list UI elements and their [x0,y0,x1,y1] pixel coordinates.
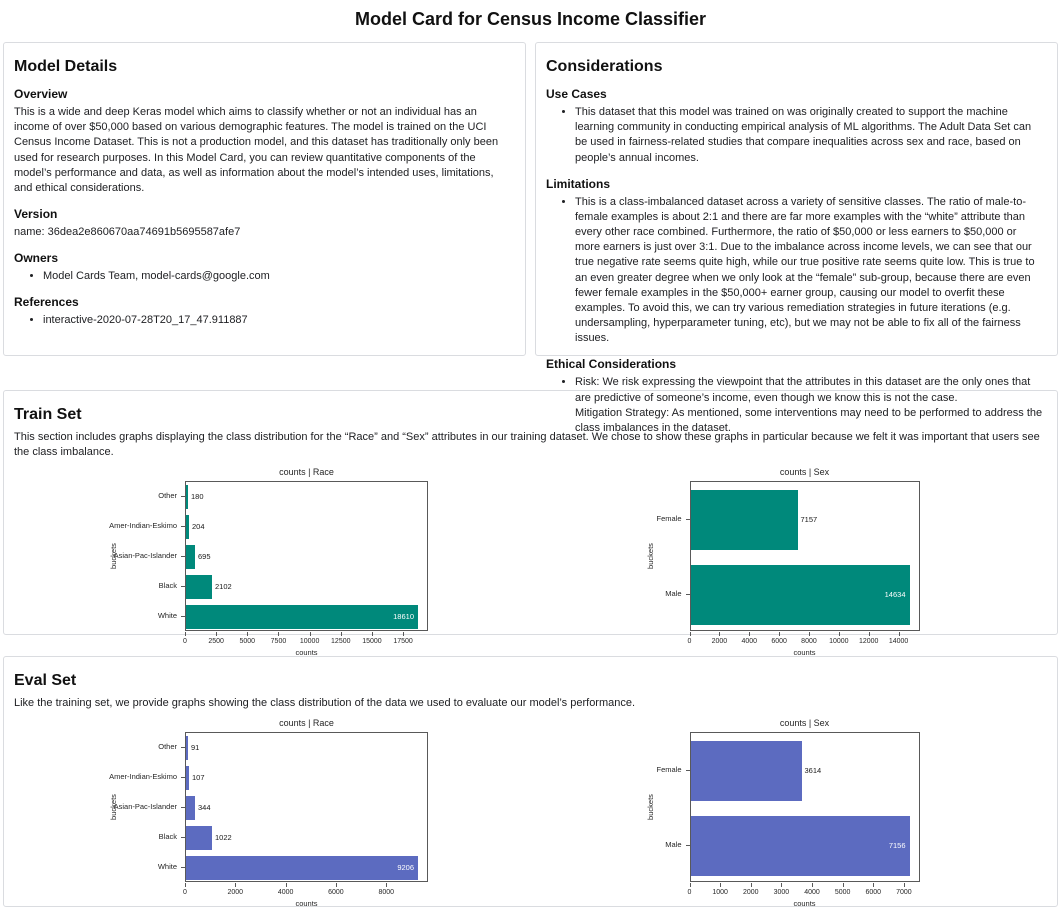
section-heading: Version [14,207,58,222]
y-tick-label: Black [158,832,177,842]
x-tick-mark [720,883,721,887]
train-race-bar-chart [105,467,438,661]
bar [186,485,188,509]
section-heading: Owners [14,251,59,266]
y-tick-label: Male [665,588,682,598]
y-tick-mark [181,747,185,748]
eval-set-heading: Eval Set [14,672,77,689]
bar [186,766,189,790]
x-tick-mark [690,883,691,887]
considerations-card [535,42,1058,434]
x-axis-label: counts [295,899,318,909]
plot-area [185,481,428,631]
bar-value-label: 7156 [888,840,906,850]
train-sex-chart-column [529,467,1044,661]
model-details-card [3,42,526,356]
y-tick-label: Other [158,491,177,501]
x-tick-mark [751,883,752,887]
bullet-item: • This dataset that this model was trained on was originally created to support the machine learning community in conducting empirical analysis of ML algorithms. The Adult Data Set can be used in fairness-related studies that compare inequalities across sex and race, based on people’s annual incomes. [575,105,1044,166]
x-tick-label: 17500 [393,638,413,646]
x-tick-label: 7500 [270,638,287,646]
train-sex-bar-chart [642,467,932,661]
y-tick-mark [181,586,185,587]
section-paragraph: name: 36dea2e860670aa74691b5695587afe7 [14,226,241,239]
section-heading: References [14,295,79,310]
bar-value-label: 1022 [215,833,232,843]
y-tick-label: Amer-Indian-Eskimo [109,772,177,782]
x-tick-label: 6000 [865,889,882,897]
bullet-list [14,313,512,328]
y-tick-label: White [157,611,177,621]
y-tick-mark [181,526,185,527]
x-tick-label: 10000 [829,638,849,646]
bullet-list [546,105,1044,166]
x-tick-label: 12000 [858,638,879,646]
x-tick-label: 4000 [277,889,294,897]
x-tick-mark [779,632,780,636]
bar [186,545,195,569]
x-tick-mark [839,632,840,636]
y-axis-label: buckets [109,543,118,570]
bar-value-label: 180 [191,492,204,502]
x-axis-label: counts [793,648,816,658]
y-tick-label: Other [158,742,177,752]
x-tick-mark [341,632,342,636]
section-paragraph: This is a wide and deep Keras model which aims to classify whether or not an individual has an income of over $50,000 based on various demographic features. The model is trained on the UCI Census Income Dataset. This is not a production model, and this dataset has traditionally only been used for research purposes. In this Model Card, you can review quantitative components of the model’s performance and data, as well as information about the model’s intended uses, limitations, and ethical considerations. [14,106,499,194]
x-tick-mark [781,883,782,887]
y-tick-mark [686,845,690,846]
section-heading: Ethical Considerations [546,357,677,372]
train-charts-row [14,467,1044,661]
bar-value-label: 695 [198,552,211,562]
x-tick-label: 8000 [801,638,817,646]
x-tick-label: 1000 [712,889,728,897]
x-tick-mark [286,883,287,887]
eval-sex-bar-chart [642,718,932,912]
card-section [14,295,512,328]
model-details-sections [14,87,512,329]
x-tick-label: 0 [183,638,187,646]
x-tick-label: 6000 [328,889,344,897]
x-tick-mark [873,883,874,887]
x-tick-label: 2500 [208,638,224,646]
section-heading: Use Cases [546,87,607,101]
y-tick-label: Asian-Pac-Islander [113,551,177,561]
bar-value-label: 2102 [215,582,232,592]
x-tick-label: 0 [687,889,692,897]
x-tick-mark [372,632,373,636]
x-tick-mark [812,883,813,887]
x-tick-mark [690,632,691,636]
model-details-heading: Model Details [14,58,118,75]
x-tick-mark [386,883,387,887]
x-tick-mark [904,883,905,887]
chart-title: counts | Sex [779,718,830,729]
x-tick-mark [247,632,248,636]
y-axis-label: buckets [109,794,118,821]
y-axis-label: buckets [645,794,655,821]
x-axis-label: counts [793,899,816,909]
card-section [14,207,512,240]
y-tick-mark [181,867,185,868]
x-tick-label: 4000 [804,889,820,897]
y-axis-label: buckets [645,543,655,570]
section-heading: Overview [14,87,68,101]
x-tick-label: 14000 [888,638,909,646]
y-tick-mark [181,616,185,617]
y-tick-mark [181,556,185,557]
plot-area [690,732,920,882]
x-tick-mark [310,632,311,636]
eval-set-description: Like the training set, we provide graphs showing the class distribution of the data we used to evaluate our model’s performance. [14,697,636,709]
card-section [546,177,1044,347]
bar [691,490,798,550]
x-tick-mark [869,632,870,636]
train-set-heading: Train Set [14,406,82,423]
bar-value-label: 107 [192,773,205,783]
section-heading: Limitations [546,176,611,191]
bar-value-label: 18610 [393,612,414,622]
bullet-item: • This is a class-imbalanced dataset across a variety of sensitive classes. The ratio of male-to-female examples is about 2:1 and there are far more examples with the “white” attribute than every other race combined. Furthermore, the ratio of $50,000 or less earners to $50,000 or more earners is just over 3:1. Due to the imbalance across income levels, we can see that our true negative rate seems quite high, while our true positive rate seems quite low. This is true to an even greater degree when we only look at the “female” sub-group, because there are even fewer female examples in the $50,000+ earner group, causing our model to overfit these examples. To avoid this, we can try various remediation strategies in future iterations (e.g. undersampling, hyperparameter tuning, etc), but we may not be able to fix all of the fairness issues. [575,195,1044,347]
eval-charts-row [14,718,1044,912]
y-tick-mark [181,777,185,778]
y-tick-mark [686,770,690,771]
bullet-list [14,269,512,284]
y-tick-mark [181,496,185,497]
bar-value-label: 14634 [884,589,906,599]
x-tick-label: 10000 [299,638,320,646]
x-tick-label: 2000 [711,638,728,646]
bar-value-label: 204 [192,522,205,532]
y-tick-mark [181,837,185,838]
y-tick-mark [686,594,690,595]
x-tick-label: 2000 [227,889,244,897]
x-tick-label: 0 [183,889,187,897]
plot-area [690,481,920,631]
bar [691,741,802,801]
y-tick-label: Female [656,764,682,774]
bar-value-label: 3614 [804,765,822,775]
y-tick-label: Female [656,513,682,523]
bar-value-label: 9206 [397,863,414,873]
y-tick-label: Black [158,581,177,591]
x-tick-label: 3000 [773,889,790,897]
x-tick-mark [403,632,404,636]
bullet-item: • interactive-2020-07-28T20_17_47.911887 [43,313,512,328]
y-tick-label: Amer-Indian-Eskimo [109,521,177,531]
x-tick-label: 8000 [378,889,395,897]
train-set-description: This section includes graphs displaying the class distribution for the “Race” and “Sex” attributes in our training dataset. We chose to show these graphs in particular because we felt it was important that users see the class imbalance. [14,431,1040,459]
y-tick-label: Asian-Pac-Islander [113,802,177,812]
eval-set-card [3,656,1058,907]
bar [186,796,195,820]
x-tick-label: 0 [687,638,692,646]
card-section [14,251,512,284]
x-tick-label: 15000 [362,638,382,646]
bar [186,575,212,599]
x-tick-label: 12500 [331,638,351,646]
x-tick-mark [899,632,900,636]
train-race-chart-column [14,467,529,661]
bullet-list [546,195,1044,347]
y-tick-label: White [157,862,177,872]
card-section [14,87,512,196]
considerations-sections [546,87,1044,436]
y-tick-mark [686,519,690,520]
eval-race-bar-chart [105,718,438,912]
card-section [546,87,1044,166]
x-tick-mark [185,632,186,636]
x-tick-mark [719,632,720,636]
page-title: Model Card for Census Income Classifier [354,9,707,29]
plot-area [185,732,428,882]
bar-value-label: 7157 [800,514,818,524]
y-tick-label: Male [665,839,682,849]
x-tick-mark [235,883,236,887]
bullet-item: • Risk: We risk expressing the viewpoint that the attributes in this dataset are the only ones that are predictive of someone’s income, even though we know this is not the case. Mitigation Strategy: As mentioned, some interventions may need to be performed to address the class imbalances in the dataset. [575,375,1044,436]
x-tick-mark [216,632,217,636]
x-tick-label: 7000 [896,889,912,897]
x-tick-label: 4000 [741,638,758,646]
eval-race-chart-column [14,718,529,912]
x-tick-label: 2000 [742,889,759,897]
bar [186,826,212,850]
chart-title: counts | Sex [779,467,830,478]
x-tick-label: 5000 [239,638,256,646]
bar-value-label: 91 [191,743,200,753]
y-tick-mark [181,807,185,808]
x-axis-label: counts [295,648,318,658]
x-tick-mark [843,883,844,887]
bullet-list [546,375,1044,436]
bar [186,515,189,539]
x-tick-mark [185,883,186,887]
considerations-heading: Considerations [546,58,663,75]
x-tick-mark [278,632,279,636]
x-tick-mark [809,632,810,636]
bar [186,736,188,760]
chart-title: counts | Race [279,467,334,478]
x-tick-label: 6000 [771,638,787,646]
bullet-item: • Model Cards Team, model-cards@google.com [43,269,512,284]
x-tick-mark [336,883,337,887]
x-tick-mark [749,632,750,636]
x-tick-label: 5000 [834,889,851,897]
eval-sex-chart-column [529,718,1044,912]
bar-value-label: 344 [198,803,211,813]
chart-title: counts | Race [279,718,334,729]
card-section [546,357,1044,436]
